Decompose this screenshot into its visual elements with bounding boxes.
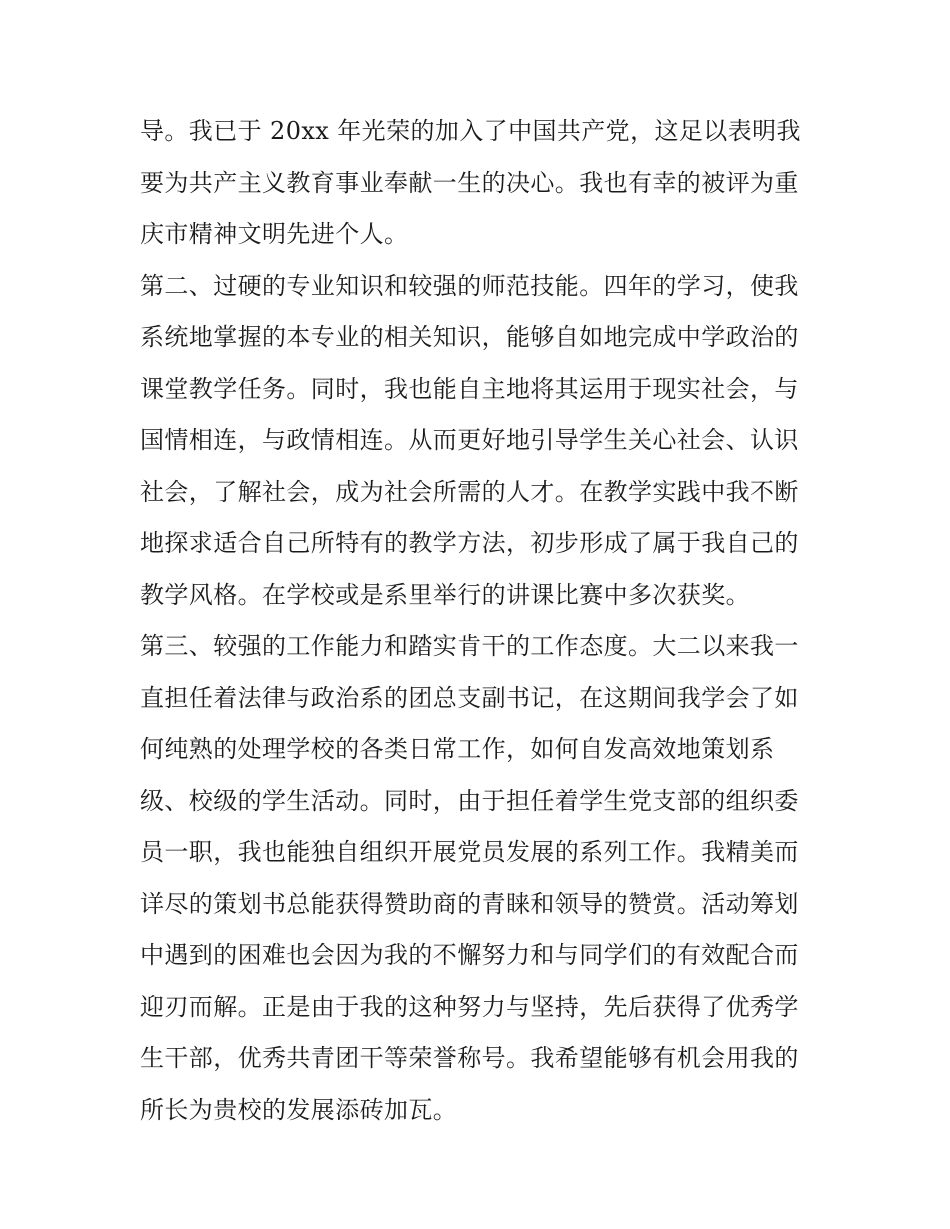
text-line: 系统地掌握的本专业的相关知识，能够自如地完成中学政治的 [140,323,799,351]
text-line: 庆市精神文明先进个人。 [140,220,409,248]
text-line: 直担任着法律与政治系的团总支副书记，在这期间我学会了如 [140,683,799,712]
text-line: 第二、过硬的专业知识和较强的师范技能。四年的学习，使我 [140,271,799,300]
text-line: 第三、较强的工作能力和踏实肯干的工作态度。大二以来我一 [140,632,799,660]
text-line: 社会，了解社会，成为社会所需的人才。在教学实践中我不断 [140,477,799,506]
text-line: 何纯熟的处理学校的各类日常工作，如何自发高效地策划系 [140,735,775,763]
text-line: 级、校级的学生活动。同时，由于担任着学生党支部的组织委 [140,786,799,815]
text-line: 导。我已于 20xx 年光荣的加入了中国共产党，这足以表明我 [140,117,801,145]
text-line: 所长为贵校的发展添砖加瓦。 [140,1095,458,1124]
text-line: 详尽的策划书总能获得赞助商的青睐和领导的赞赏。活动筹划 [140,889,799,918]
text-line: 要为共产主义教育事业奉献一生的决心。我也有幸的被评为重 [140,168,799,197]
text-line: 员一职，我也能独自组织开展党员发展的系列工作。我精美而 [140,838,799,866]
text-line: 课堂教学任务。同时，我也能自主地将其运用于现实社会，与 [140,374,799,403]
text-line: 迎刃而解。正是由于我的这种努力与坚持，先后获得了优秀学 [140,992,799,1021]
text-line: 生干部，优秀共青团干等荣誉称号。我希望能够有机会用我的 [140,1044,799,1072]
text-line: 国情相连，与政情相连。从而更好地引导学生关心社会、认识 [140,426,799,454]
text-line: 教学风格。在学校或是系里举行的讲课比赛中多次获奖。 [140,580,750,609]
text-line: 地探求适合自己所特有的教学方法，初步形成了属于我自己的 [140,529,799,557]
document-body [140,106,820,1136]
text-line: 中遇到的困难也会因为我的不懈努力和与同学们的有效配合而 [140,941,799,969]
